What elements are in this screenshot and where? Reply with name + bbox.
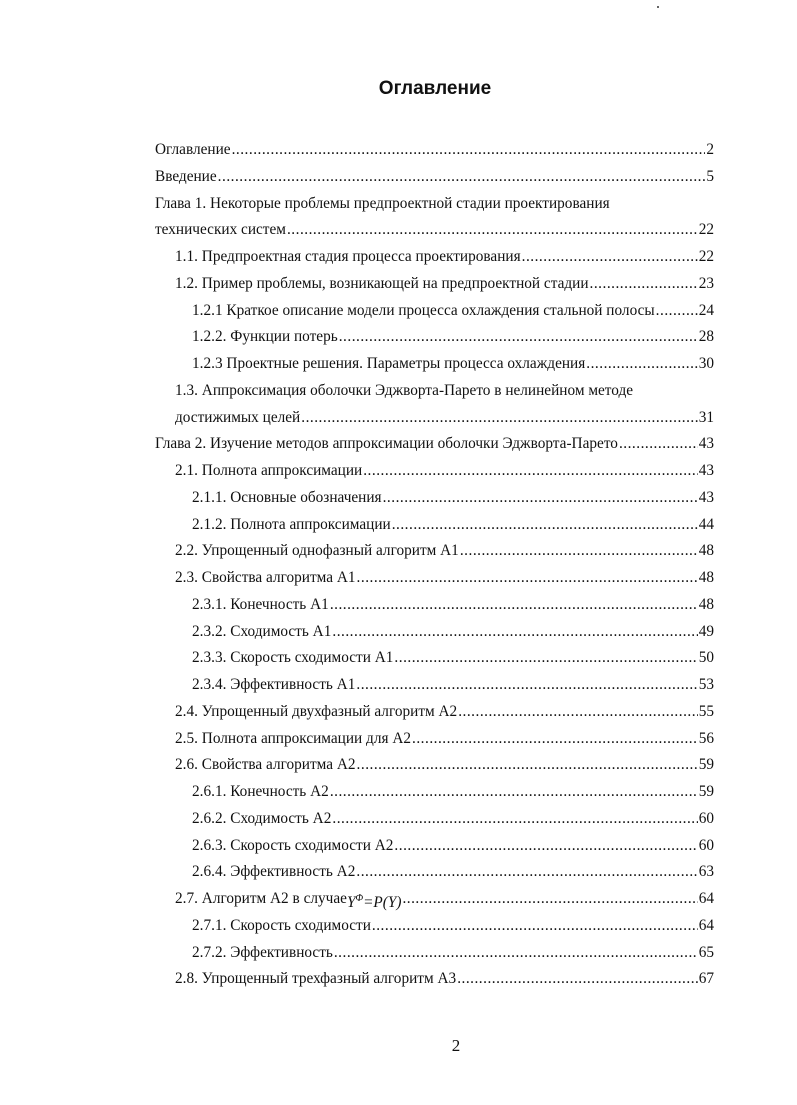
toc-page-number: 48 xyxy=(698,569,714,586)
toc-entry[interactable] xyxy=(155,458,714,485)
dot-leader xyxy=(522,244,698,271)
dot-leader xyxy=(332,619,697,646)
toc-page-number: 63 xyxy=(698,863,714,881)
toc-entry-text: 2.3.1. Конечность A1 xyxy=(192,595,329,613)
toc-entry-text: 1.3. Аппроксимация оболочки Эджворта-Парето в нелинейном методе xyxy=(175,381,634,399)
toc-entry[interactable] xyxy=(155,699,714,726)
toc-page-number: 60 xyxy=(698,809,714,827)
toc-entry[interactable] xyxy=(155,592,714,619)
toc-entry[interactable] xyxy=(155,431,714,458)
toc-entry-line[interactable] xyxy=(155,378,714,405)
dot-leader xyxy=(218,164,706,191)
dot-leader xyxy=(590,271,698,298)
scan-speck xyxy=(657,6,659,8)
dot-leader xyxy=(301,405,697,432)
toc-entry-text: 2.3.2. Сходимость A1 xyxy=(192,622,332,640)
toc-entry-text: 2.4. Упрощенный двухфазный алгоритм A2 xyxy=(175,702,458,720)
toc-page-number: 59 xyxy=(698,783,714,800)
dot-leader xyxy=(357,565,698,592)
dot-leader xyxy=(586,351,697,378)
toc-entry-text: 1.2.1 Краткое описание модели процесса охлаждения стальной полосы xyxy=(192,301,655,319)
toc-entry-text: 2.6.1. Конечность A2 xyxy=(192,783,329,800)
formula-sup: Φ xyxy=(355,893,364,904)
toc-entry[interactable] xyxy=(155,405,714,432)
toc-entry-text: 2.6.2. Сходимость A2 xyxy=(192,809,332,827)
toc-entry-text: Введение xyxy=(155,167,217,185)
toc-entry[interactable] xyxy=(155,217,714,244)
toc-entry-text: достижимых целей xyxy=(175,408,301,426)
toc-entry[interactable] xyxy=(155,485,714,512)
toc-page-number: 24 xyxy=(698,301,714,319)
dot-leader xyxy=(458,699,698,726)
toc-page-number: 28 xyxy=(698,328,714,346)
table-of-contents xyxy=(155,137,714,993)
toc-page-number: 59 xyxy=(698,756,714,774)
toc-entry-text: Оглавление xyxy=(155,141,231,158)
dot-leader xyxy=(394,645,697,672)
dot-leader xyxy=(619,431,698,458)
toc-entry[interactable] xyxy=(155,351,714,378)
toc-page-number: 64 xyxy=(698,916,714,934)
dot-leader xyxy=(363,458,697,485)
toc-page-number: 43 xyxy=(698,462,714,479)
dot-leader xyxy=(402,886,697,913)
toc-entry[interactable] xyxy=(155,806,714,833)
toc-page-number: 60 xyxy=(698,836,714,854)
toc-page-number: 50 xyxy=(698,649,714,667)
toc-entry-line[interactable] xyxy=(155,191,714,218)
dot-leader xyxy=(334,940,698,967)
toc-page-number: 31 xyxy=(698,408,714,426)
toc-entry-text: Глава 2. Изучение методов аппроксимации оболочки Эджворта-Парето xyxy=(155,435,618,453)
formula-base: Y xyxy=(346,894,356,912)
toc-entry[interactable] xyxy=(155,324,714,351)
toc-entry[interactable] xyxy=(155,913,714,940)
toc-entry[interactable] xyxy=(155,752,714,779)
toc-page-number: 65 xyxy=(698,943,714,961)
toc-page-number: 64 xyxy=(698,890,714,907)
toc-entry-formula xyxy=(347,886,402,913)
toc-entry[interactable] xyxy=(155,859,714,886)
dot-leader xyxy=(330,779,698,806)
toc-entry[interactable] xyxy=(155,833,714,860)
toc-entry-text: 1.2.2. Функции потерь xyxy=(192,328,338,346)
page-title: Оглавление xyxy=(378,78,492,99)
toc-entry[interactable] xyxy=(155,244,714,271)
toc-entry-text: 1.2.3 Проектные решения. Параметры процесса охлаждения xyxy=(192,355,586,372)
toc-entry-text: 2.6.4. Эффективность A2 xyxy=(192,863,356,881)
toc-entry[interactable] xyxy=(155,538,714,565)
dot-leader xyxy=(232,137,706,164)
toc-entry-text: 1.1. Предпроектная стадия процесса проектирования xyxy=(175,248,521,265)
dot-leader xyxy=(460,538,698,565)
toc-entry[interactable] xyxy=(155,726,714,753)
toc-entry[interactable] xyxy=(155,779,714,806)
page-number: 2 xyxy=(451,1036,461,1055)
dot-leader xyxy=(339,324,698,351)
toc-entry[interactable] xyxy=(155,886,714,913)
toc-entry-text: 2.1. Полнота аппроксимации xyxy=(175,462,363,479)
dot-leader xyxy=(394,833,697,860)
dot-leader xyxy=(656,298,698,325)
dot-leader xyxy=(457,966,698,993)
toc-entry-text: 1.2. Пример проблемы, возникающей на предпроектной стадии xyxy=(175,274,589,292)
toc-page-number: 2 xyxy=(706,141,714,158)
toc-page-number: 30 xyxy=(698,355,714,372)
toc-entry-text: технических систем xyxy=(155,221,286,239)
toc-entry[interactable] xyxy=(155,298,714,325)
toc-page-number: 22 xyxy=(698,248,714,265)
toc-entry[interactable] xyxy=(155,512,714,539)
toc-entry[interactable] xyxy=(155,672,714,699)
formula-rest: =P(Y) xyxy=(363,894,402,912)
toc-page-number: 5 xyxy=(706,167,714,185)
toc-entry-text: 2.2. Упрощенный однофазный алгоритм A1 xyxy=(175,542,459,560)
toc-entry[interactable] xyxy=(155,164,714,191)
dot-leader xyxy=(412,726,698,753)
dot-leader xyxy=(356,859,697,886)
toc-entry-text: 2.3. Свойства алгоритма A1 xyxy=(175,569,356,586)
dot-leader xyxy=(356,672,697,699)
toc-entry-text: 2.1.1. Основные обозначения xyxy=(192,488,382,506)
toc-entry-text: 2.8. Упрощенный трехфазный алгоритм A3 xyxy=(175,970,457,988)
toc-page-number: 44 xyxy=(698,515,714,533)
toc-entry-text: 2.7.1. Скорость сходимости xyxy=(192,916,371,934)
toc-page-number: 56 xyxy=(698,729,714,747)
toc-page-number: 49 xyxy=(698,622,714,640)
toc-entry-text: 2.3.3. Скорость сходимости A1 xyxy=(192,649,394,667)
toc-entry-text: 2.1.2. Полнота аппроксимации xyxy=(192,515,391,533)
toc-entry-text: 2.5. Полнота аппроксимации для A2 xyxy=(175,729,412,747)
toc-entry[interactable] xyxy=(155,271,714,298)
toc-entry-text: 2.6. Свойства алгоритма A2 xyxy=(175,756,356,774)
toc-entry-text: 2.6.3. Скорость сходимости A2 xyxy=(192,836,394,854)
dot-leader xyxy=(357,752,698,779)
toc-entry-text: 2.3.4. Эффективность A1 xyxy=(192,676,356,693)
toc-page-number: 43 xyxy=(698,435,714,453)
toc-page-number: 53 xyxy=(698,676,714,693)
dot-leader xyxy=(392,512,698,539)
toc-page-number: 22 xyxy=(698,221,714,239)
toc-page-number: 48 xyxy=(698,542,714,560)
toc-page-number: 43 xyxy=(698,488,714,506)
toc-page-number: 23 xyxy=(698,274,714,292)
dot-leader xyxy=(287,217,698,244)
toc-entry-text: 2.7.2. Эффективность xyxy=(192,943,333,961)
dot-leader xyxy=(332,806,697,833)
dot-leader xyxy=(372,913,698,940)
toc-entry-text: Глава 1. Некоторые проблемы предпроектной стадии проектирования xyxy=(155,194,610,212)
toc-page-number: 55 xyxy=(698,702,714,720)
toc-entry[interactable] xyxy=(155,645,714,672)
toc-entry-text: 2.7. Алгоритм A2 в случае xyxy=(175,890,347,907)
toc-entry[interactable] xyxy=(155,565,714,592)
dot-leader xyxy=(330,592,698,619)
toc-entry[interactable] xyxy=(155,940,714,967)
toc-entry[interactable] xyxy=(155,137,714,164)
toc-entry[interactable] xyxy=(155,966,714,993)
toc-entry[interactable] xyxy=(155,619,714,646)
dot-leader xyxy=(383,485,698,512)
toc-page-number: 67 xyxy=(698,970,714,988)
toc-page-number: 48 xyxy=(698,595,714,613)
